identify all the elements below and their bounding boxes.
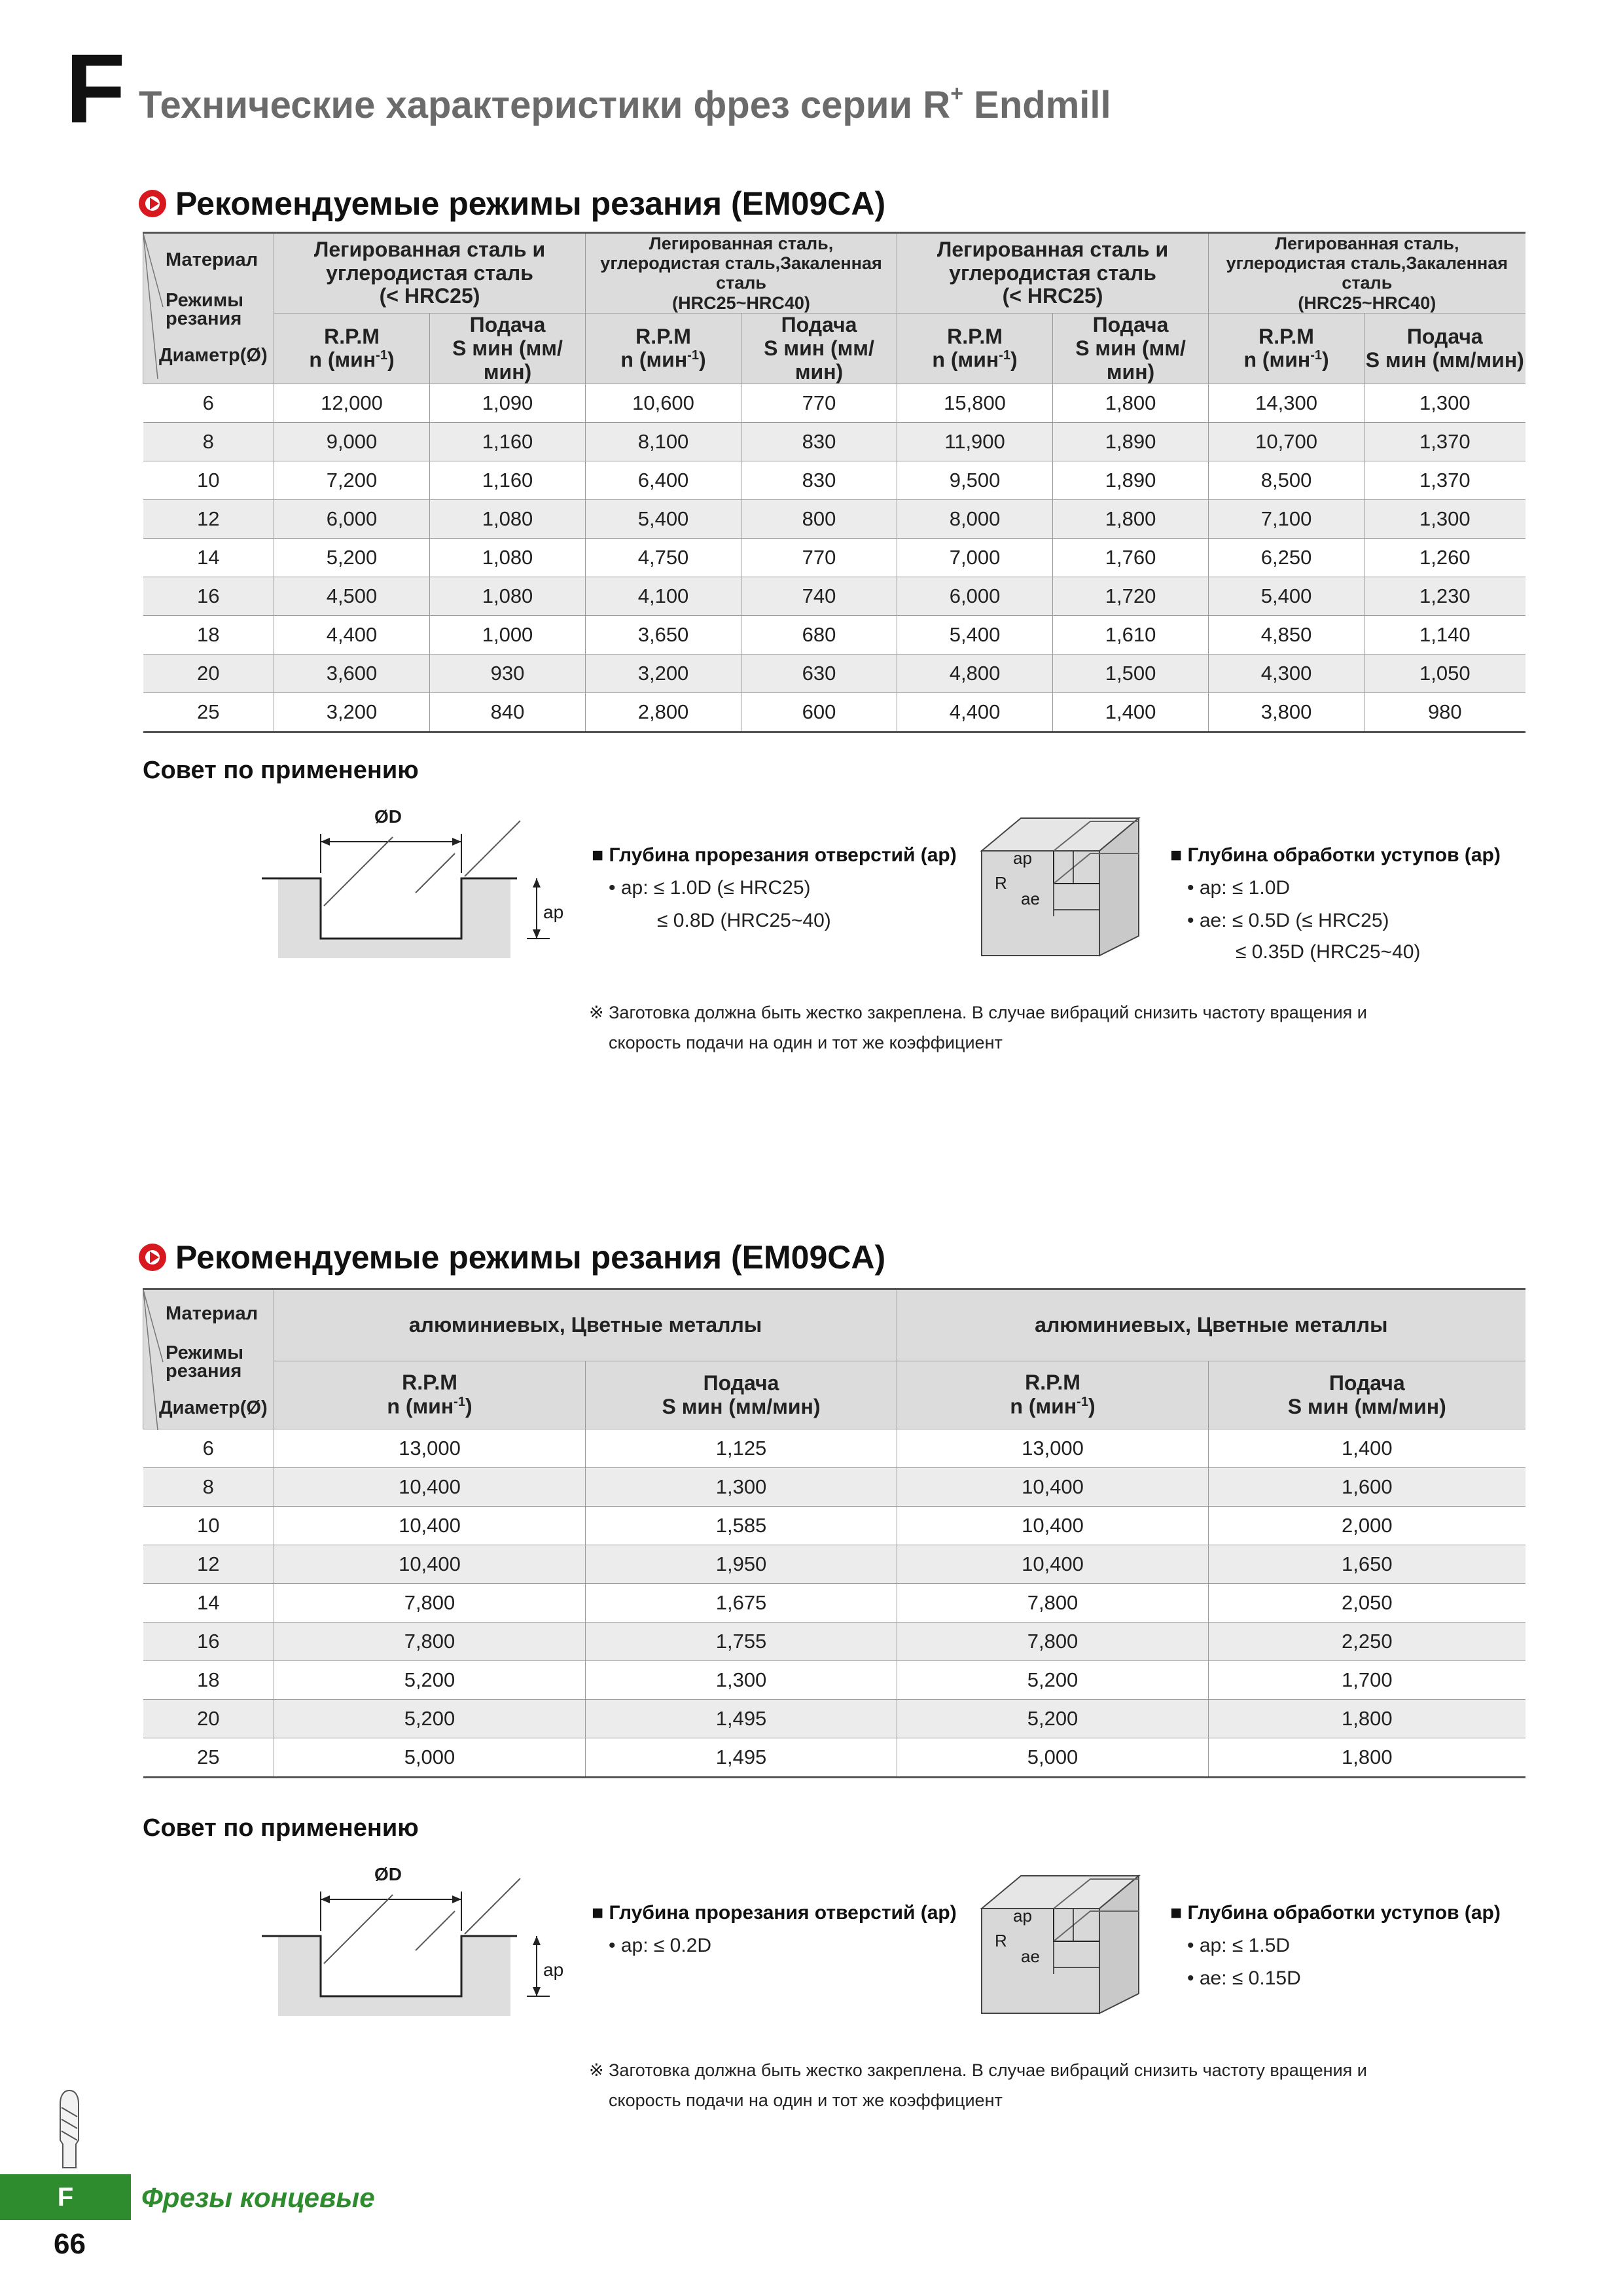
value-cell: 13,000: [274, 1429, 586, 1468]
footer-section-letter: F: [57, 2183, 74, 2212]
value-cell: 1,650: [1209, 1545, 1525, 1584]
slot-depth-line-1: • ap: ≤ 1.0D (≤ HRC25): [609, 877, 811, 899]
value-cell: 4,100: [586, 577, 741, 616]
diameter-cell: 16: [143, 1623, 274, 1661]
feed-header: Подача S мин (мм/мин): [430, 313, 586, 384]
value-cell: 1,890: [1053, 461, 1209, 500]
diameter-cell: 8: [143, 423, 274, 461]
value-cell: 1,000: [430, 616, 586, 655]
value-cell: 8,100: [586, 423, 741, 461]
table-row: [143, 1661, 1525, 1700]
value-cell: 4,800: [897, 655, 1053, 693]
value-cell: 4,500: [274, 577, 430, 616]
diameter-cell: 8: [143, 1468, 274, 1507]
value-cell: 7,800: [274, 1584, 586, 1623]
value-cell: 1,140: [1364, 616, 1525, 655]
diameter-cell: 6: [143, 1429, 274, 1468]
corner-modes-label: Режимы: [166, 1342, 243, 1363]
diameter-cell: 12: [143, 500, 274, 539]
value-cell: 12,000: [274, 384, 430, 423]
value-cell: 7,800: [897, 1584, 1209, 1623]
slot-diameter-label: ØD: [374, 806, 402, 827]
value-cell: 4,400: [274, 616, 430, 655]
value-cell: 1,080: [430, 539, 586, 577]
value-cell: 980: [1364, 693, 1525, 732]
material-header-3: Легированная сталь и углеродистая сталь (< HRC25): [897, 233, 1209, 314]
value-cell: 10,400: [274, 1468, 586, 1507]
value-cell: 10,400: [897, 1545, 1209, 1584]
diameter-cell: 6: [143, 384, 274, 423]
value-cell: 1,370: [1364, 461, 1525, 500]
value-cell: 3,200: [586, 655, 741, 693]
table-row: [143, 1545, 1525, 1584]
value-cell: 5,400: [586, 500, 741, 539]
value-cell: 1,800: [1053, 500, 1209, 539]
table1-corner-header: [143, 233, 274, 384]
table-row: [143, 1738, 1525, 1778]
rpm-header: R.P.M n (мин$^{-1}$): [274, 313, 430, 384]
block-r-label: R: [995, 1931, 1007, 1950]
value-cell: 1,300: [1364, 500, 1525, 539]
diameter-cell: 14: [143, 539, 274, 577]
value-cell: 1,720: [1053, 577, 1209, 616]
slot-depth-line-2: ≤ 0.8D (HRC25~40): [657, 910, 831, 931]
shoulder-depth-line-1: • ap: ≤ 1.5D: [1187, 1935, 1291, 1956]
table-row: [143, 1429, 1525, 1468]
material-header-4: Легированная сталь, углеродистая сталь,Закаленная сталь (HRC25~HRC40): [1209, 233, 1525, 314]
page-title-text: Технические характеристики фрез серии R: [139, 84, 951, 126]
value-cell: 1,300: [586, 1661, 897, 1700]
table-row: [143, 655, 1525, 693]
value-cell: 830: [741, 423, 897, 461]
rpm-header: R.P.M n (мин$^{-1}$): [1209, 313, 1364, 384]
footer-category-label: Фрезы концевые: [141, 2182, 375, 2213]
diameter-cell: 20: [143, 1700, 274, 1738]
value-cell: 4,300: [1209, 655, 1364, 693]
table-row: [143, 1584, 1525, 1623]
diameter-cell: 25: [143, 693, 274, 732]
rpm-header: R.P.M n (мин$^{-1}$): [897, 1361, 1209, 1429]
value-cell: 770: [741, 384, 897, 423]
value-cell: 600: [741, 693, 897, 732]
feed-header: Подача S мин (мм/мин): [1209, 1361, 1525, 1429]
table-row: [143, 384, 1525, 423]
table-row: [143, 461, 1525, 500]
value-cell: 14,300: [1209, 384, 1364, 423]
value-cell: 10,400: [897, 1468, 1209, 1507]
value-cell: 10,400: [274, 1507, 586, 1545]
feed-header: Подача S мин (мм/мин): [1364, 313, 1525, 384]
table-row: [143, 1468, 1525, 1507]
table2-corner-header: [143, 1289, 274, 1429]
value-cell: 3,600: [274, 655, 430, 693]
value-cell: 8,500: [1209, 461, 1364, 500]
diameter-cell: 18: [143, 616, 274, 655]
advice-title-1: Совет по применению: [143, 757, 419, 784]
value-cell: 1,950: [586, 1545, 897, 1584]
slot-diameter-label: ØD: [374, 1864, 402, 1884]
value-cell: 830: [741, 461, 897, 500]
table-row: [143, 1507, 1525, 1545]
page-title-sup: +: [950, 81, 964, 106]
value-cell: 10,700: [1209, 423, 1364, 461]
table-row: [143, 616, 1525, 655]
value-cell: 7,800: [897, 1623, 1209, 1661]
value-cell: 5,000: [897, 1738, 1209, 1778]
value-cell: 3,650: [586, 616, 741, 655]
rpm-header: R.P.M n (мин$^{-1}$): [586, 313, 741, 384]
value-cell: 5,000: [274, 1738, 586, 1778]
value-cell: 5,200: [274, 1700, 586, 1738]
value-cell: 10,600: [586, 384, 741, 423]
value-cell: 1,370: [1364, 423, 1525, 461]
value-cell: 10,400: [274, 1545, 586, 1584]
value-cell: 1,890: [1053, 423, 1209, 461]
endmill-tool-icon: [56, 2088, 82, 2170]
advice-footnote-1: ※ Заготовка должна быть жестко закреплена. В случае вибраций снизить частоту вращения и скорость подачи на один и тот же коэффициент: [589, 1003, 1367, 1052]
value-cell: 11,900: [897, 423, 1053, 461]
value-cell: 15,800: [897, 384, 1053, 423]
section-letter: F: [65, 33, 126, 143]
page-title: [139, 81, 1111, 127]
value-cell: 1,495: [586, 1738, 897, 1778]
value-cell: 1,230: [1364, 577, 1525, 616]
diameter-cell: 10: [143, 461, 274, 500]
value-cell: 9,000: [274, 423, 430, 461]
corner-modes-label-2: резания: [166, 308, 242, 329]
section2-heading: [139, 1238, 885, 1276]
shoulder-depth-line-2: • ae: ≤ 0.5D (≤ HRC25): [1187, 910, 1389, 931]
page-number: 66: [54, 2228, 86, 2260]
value-cell: 9,500: [897, 461, 1053, 500]
value-cell: 1,600: [1209, 1468, 1525, 1507]
value-cell: 1,800: [1209, 1738, 1525, 1778]
corner-diameter-label: Диаметр(Ø): [159, 345, 268, 366]
value-cell: 4,750: [586, 539, 741, 577]
value-cell: 1,585: [586, 1507, 897, 1545]
table-row: [143, 577, 1525, 616]
slot-depth-heading: ■ Глубина прорезания отверстий (ap): [592, 1902, 957, 1924]
value-cell: 5,200: [897, 1700, 1209, 1738]
value-cell: 1,080: [430, 577, 586, 616]
slot-diagram-icon: [262, 808, 563, 965]
advice-title-2: Совет по применению: [143, 1814, 419, 1842]
table-row: [143, 539, 1525, 577]
block-ap-label: ap: [1013, 848, 1032, 868]
value-cell: 1,500: [1053, 655, 1209, 693]
value-cell: 1,755: [586, 1623, 897, 1661]
value-cell: 7,000: [897, 539, 1053, 577]
feed-header: Подача S мин (мм/мин): [586, 1361, 897, 1429]
value-cell: 1,610: [1053, 616, 1209, 655]
value-cell: 2,000: [1209, 1507, 1525, 1545]
cutting-table-2: [143, 1288, 1525, 1778]
value-cell: 680: [741, 616, 897, 655]
slot-ap-label: ap: [543, 1960, 564, 1980]
value-cell: 840: [430, 693, 586, 732]
value-cell: 1,495: [586, 1700, 897, 1738]
diameter-cell: 25: [143, 1738, 274, 1778]
diameter-cell: 18: [143, 1661, 274, 1700]
material-header-1: алюминиевых, Цветные металлы: [274, 1289, 897, 1361]
feed-header: Подача S мин (мм/мин): [741, 313, 897, 384]
block-ae-label: ae: [1021, 1946, 1040, 1966]
value-cell: 1,125: [586, 1429, 897, 1468]
value-cell: 2,250: [1209, 1623, 1525, 1661]
corner-material-label: Материал: [166, 249, 259, 270]
table-row: [143, 1623, 1525, 1661]
diameter-cell: 20: [143, 655, 274, 693]
value-cell: 6,250: [1209, 539, 1364, 577]
corner-material-label: Материал: [166, 1303, 259, 1324]
corner-modes-label: Режимы: [166, 290, 243, 311]
value-cell: 1,400: [1209, 1429, 1525, 1468]
diameter-cell: 16: [143, 577, 274, 616]
shoulder-depth-line-3: ≤ 0.35D (HRC25~40): [1236, 941, 1421, 963]
value-cell: 1,800: [1209, 1700, 1525, 1738]
arrow-bullet-icon: [139, 1244, 166, 1271]
block-ap-label: ap: [1013, 1906, 1032, 1926]
feed-header: Подача S мин (мм/мин): [1053, 313, 1209, 384]
slot-diagram-icon: [262, 1865, 563, 2022]
value-cell: 1,050: [1364, 655, 1525, 693]
arrow-bullet-icon: [139, 190, 166, 217]
value-cell: 2,800: [586, 693, 741, 732]
value-cell: 13,000: [897, 1429, 1209, 1468]
value-cell: 7,200: [274, 461, 430, 500]
value-cell: 1,400: [1053, 693, 1209, 732]
shoulder-depth-heading: ■ Глубина обработки уступов (ap): [1170, 1902, 1501, 1924]
value-cell: 7,800: [274, 1623, 586, 1661]
table-row: [143, 1700, 1525, 1738]
value-cell: 630: [741, 655, 897, 693]
value-cell: 930: [430, 655, 586, 693]
block-r-label: R: [995, 873, 1007, 893]
corner-diameter-label: Диаметр(Ø): [159, 1397, 268, 1418]
value-cell: 5,400: [897, 616, 1053, 655]
value-cell: 1,800: [1053, 384, 1209, 423]
value-cell: 1,675: [586, 1584, 897, 1623]
shoulder-depth-line-2: • ae: ≤ 0.15D: [1187, 1967, 1301, 1989]
page-title-tail: Endmill: [963, 84, 1111, 126]
diameter-cell: 10: [143, 1507, 274, 1545]
shoulder-depth-heading: ■ Глубина обработки уступов (ap): [1170, 844, 1501, 866]
value-cell: 800: [741, 500, 897, 539]
rpm-header: R.P.M n (мин$^{-1}$): [274, 1361, 586, 1429]
slot-depth-line-1: • ap: ≤ 0.2D: [609, 1935, 712, 1956]
value-cell: 3,800: [1209, 693, 1364, 732]
value-cell: 6,000: [897, 577, 1053, 616]
value-cell: 3,200: [274, 693, 430, 732]
value-cell: 740: [741, 577, 897, 616]
section1-heading: [139, 185, 885, 223]
table-row: [143, 423, 1525, 461]
value-cell: 1,080: [430, 500, 586, 539]
value-cell: 5,200: [274, 1661, 586, 1700]
advice-footnote-2: ※ Заготовка должна быть жестко закреплена. В случае вибраций снизить частоту вращения и скорость подачи на один и тот же коэффициент: [589, 2060, 1367, 2110]
value-cell: 8,000: [897, 500, 1053, 539]
table-row: [143, 500, 1525, 539]
value-cell: 5,200: [274, 539, 430, 577]
value-cell: 10,400: [897, 1507, 1209, 1545]
cutting-table-1: [143, 232, 1525, 733]
value-cell: 5,400: [1209, 577, 1364, 616]
material-header-1: Легированная сталь и углеродистая сталь (< HRC25): [274, 233, 586, 314]
rpm-header: R.P.M n (мин$^{-1}$): [897, 313, 1053, 384]
value-cell: 1,300: [1364, 384, 1525, 423]
value-cell: 1,700: [1209, 1661, 1525, 1700]
value-cell: 6,000: [274, 500, 430, 539]
value-cell: 5,200: [897, 1661, 1209, 1700]
value-cell: 1,260: [1364, 539, 1525, 577]
value-cell: 4,850: [1209, 616, 1364, 655]
value-cell: 1,300: [586, 1468, 897, 1507]
slot-depth-heading: ■ Глубина прорезания отверстий (ap): [592, 844, 957, 866]
slot-ap-label: ap: [543, 902, 564, 922]
block-ae-label: ae: [1021, 889, 1040, 908]
diameter-cell: 14: [143, 1584, 274, 1623]
value-cell: 770: [741, 539, 897, 577]
value-cell: 1,090: [430, 384, 586, 423]
value-cell: 4,400: [897, 693, 1053, 732]
value-cell: 1,160: [430, 461, 586, 500]
section2-heading-text: Рекомендуемые режимы резания (EM09CA): [175, 1239, 886, 1276]
value-cell: 6,400: [586, 461, 741, 500]
diameter-cell: 12: [143, 1545, 274, 1584]
value-cell: 1,760: [1053, 539, 1209, 577]
material-header-2: Легированная сталь, углеродистая сталь,Закаленная сталь (HRC25~HRC40): [586, 233, 897, 314]
shoulder-depth-line-1: • ap: ≤ 1.0D: [1187, 877, 1291, 899]
table-row: [143, 693, 1525, 732]
value-cell: 2,050: [1209, 1584, 1525, 1623]
value-cell: 1,160: [430, 423, 586, 461]
value-cell: 7,100: [1209, 500, 1364, 539]
corner-modes-label-2: резания: [166, 1361, 242, 1382]
section1-heading-text: Рекомендуемые режимы резания (EM09CA): [175, 185, 886, 222]
material-header-2: алюминиевых, Цветные металлы: [897, 1289, 1525, 1361]
